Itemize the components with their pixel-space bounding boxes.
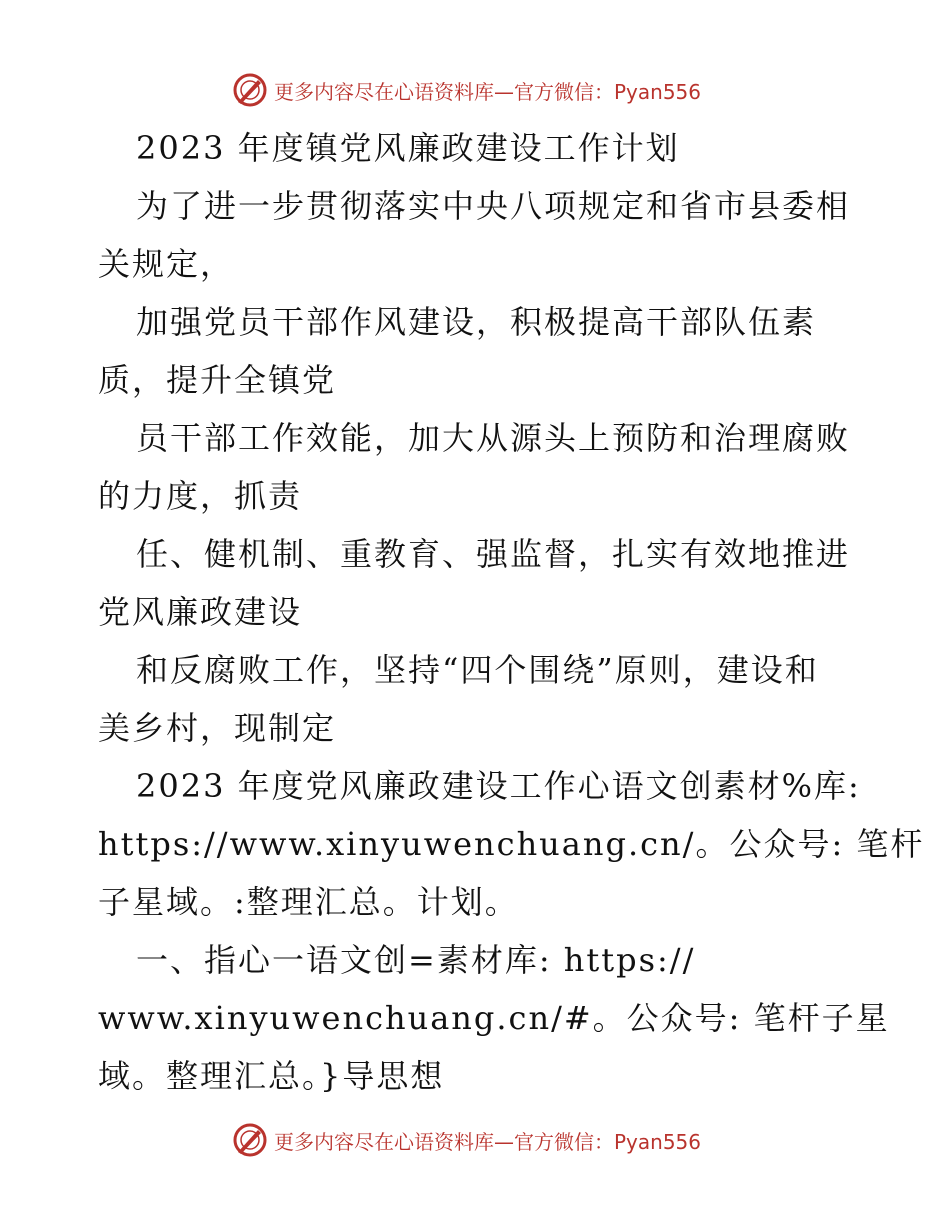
paragraph-line: 2023 年度党风廉政建设工作心语文创素材%库: xyxy=(136,767,861,805)
paragraph-line: 关规定， xyxy=(98,245,235,283)
paragraph-line: 质，提升全镇党 xyxy=(98,361,337,399)
paragraph-line: 党风廉政建设 xyxy=(98,593,303,631)
paragraph-line: 子星域。:整理汇总。计划。 xyxy=(98,883,519,921)
paragraph-line: 美乡村，现制定 xyxy=(98,709,337,747)
paragraph-line: https://www.xinyuwenchuang.cn/。公众号: 笔杆 xyxy=(98,825,925,863)
quill-seal-icon xyxy=(232,1122,268,1158)
paragraph-line: 域。整理汇总。}导思想 xyxy=(98,1057,445,1095)
document-body xyxy=(98,119,925,1105)
paragraph-line: 加强党员干部作风建设，积极提高干部队伍素 xyxy=(136,303,817,341)
document-title: 2023 年度镇党风廉政建设工作计划 xyxy=(136,129,680,167)
watermark-banner-bottom xyxy=(232,1120,752,1160)
watermark-banner-top xyxy=(232,70,752,110)
paragraph-line: 的力度，抓责 xyxy=(98,477,303,515)
section-heading: 一、指心一语文创=素材库: https:// xyxy=(136,941,696,979)
paragraph-line: 为了进一步贯彻落实中央八项规定和省市县委相 xyxy=(136,187,851,225)
quill-seal-icon xyxy=(232,72,268,108)
watermark-text: 更多内容尽在心语资料库—官方微信：Pyan556 xyxy=(274,1129,702,1154)
paragraph-line: 和反腐败工作，坚持“四个围绕”原则，建设和 xyxy=(136,651,819,689)
watermark-text: 更多内容尽在心语资料库—官方微信：Pyan556 xyxy=(274,79,702,104)
paragraph-line: 员干部工作效能，加大从源头上预防和治理腐败 xyxy=(136,419,851,457)
paragraph-line: www.xinyuwenchuang.cn/#。公众号: 笔杆子星 xyxy=(98,999,890,1037)
paragraph-line: 任、健机制、重教育、强监督，扎实有效地推进 xyxy=(136,535,851,573)
